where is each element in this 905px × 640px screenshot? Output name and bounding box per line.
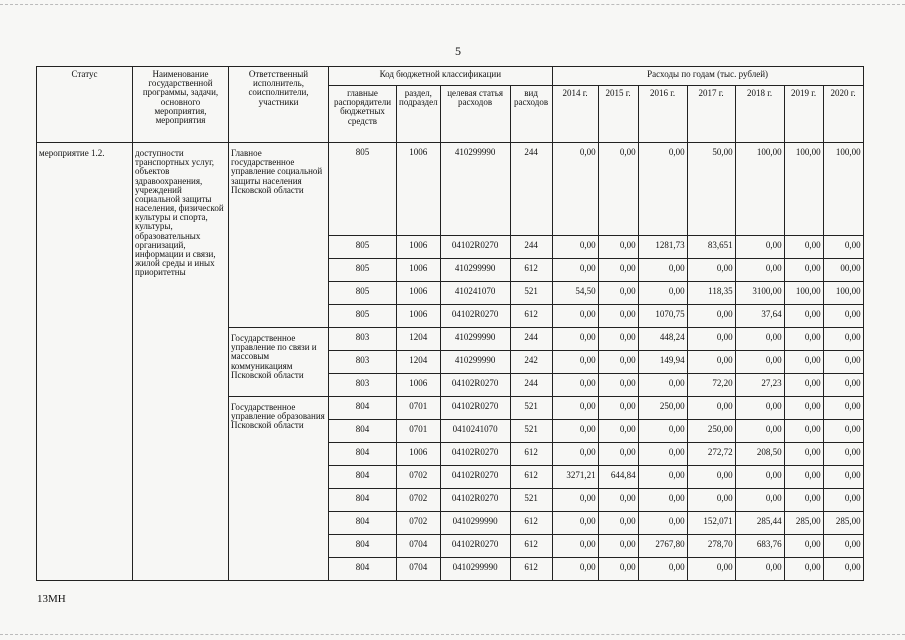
cell-2017: 0,00	[687, 558, 735, 581]
cell-2016: 250,00	[638, 397, 687, 420]
cell-2019: 0,00	[784, 236, 823, 259]
cell-2019: 0,00	[784, 259, 823, 282]
cell-2014: 0,00	[552, 259, 598, 282]
cell-2018: 0,00	[735, 397, 784, 420]
cell-grbs: 805	[329, 143, 397, 236]
header-year: 2020 г.	[823, 86, 863, 143]
cell-2019: 0,00	[784, 374, 823, 397]
cell-2017: 152,071	[687, 512, 735, 535]
cell-2018: 683,76	[735, 535, 784, 558]
header-status: Статус	[37, 67, 133, 143]
cell-2020: 0,00	[823, 236, 863, 259]
cell-2017: 278,70	[687, 535, 735, 558]
cell-2017: 0,00	[687, 466, 735, 489]
cell-2019: 0,00	[784, 558, 823, 581]
cell-section: 0701	[397, 420, 441, 443]
cell-section: 0702	[397, 466, 441, 489]
cell-2017: 72,20	[687, 374, 735, 397]
cell-type: 244	[510, 328, 552, 351]
cell-target: 0410299990	[440, 512, 510, 535]
cell-2018: 27,23	[735, 374, 784, 397]
cell-2015: 0,00	[598, 443, 638, 466]
cell-grbs: 803	[329, 374, 397, 397]
cell-grbs: 804	[329, 558, 397, 581]
cell-2020: 0,00	[823, 351, 863, 374]
responsible-social: Главное государственное управление социальной защиты населения Псковской области	[229, 143, 329, 328]
cell-2016: 149,94	[638, 351, 687, 374]
cell-section: 0704	[397, 558, 441, 581]
cell-target: 410299990	[440, 259, 510, 282]
header-year: 2015 г.	[598, 86, 638, 143]
cell-2015: 0,00	[598, 489, 638, 512]
header-section: раздел, подраздел	[397, 86, 441, 143]
cell-2017: 50,00	[687, 143, 735, 236]
footer-code: 13MH	[37, 593, 66, 605]
cell-2015: 0,00	[598, 397, 638, 420]
cell-section: 0702	[397, 489, 441, 512]
cell-2020: 100,00	[823, 143, 863, 236]
cell-type: 521	[510, 397, 552, 420]
cell-2020: 0,00	[823, 305, 863, 328]
cell-2017: 118,35	[687, 282, 735, 305]
cell-type: 521	[510, 420, 552, 443]
cell-type: 612	[510, 466, 552, 489]
cell-2015: 0,00	[598, 420, 638, 443]
scan-bottom-edge	[0, 634, 905, 635]
cell-target: 410299990	[440, 328, 510, 351]
cell-grbs: 804	[329, 489, 397, 512]
cell-2019: 285,00	[784, 512, 823, 535]
cell-type: 521	[510, 489, 552, 512]
cell-2020: 0,00	[823, 489, 863, 512]
page-number: 5	[455, 44, 461, 58]
cell-2014: 3271,21	[552, 466, 598, 489]
cell-2017: 0,00	[687, 305, 735, 328]
cell-section: 0704	[397, 535, 441, 558]
cell-2017: 0,00	[687, 328, 735, 351]
cell-target: 04102R0270	[440, 535, 510, 558]
header-year: 2018 г.	[735, 86, 784, 143]
cell-target: 04102R0270	[440, 466, 510, 489]
cell-2016: 0,00	[638, 259, 687, 282]
cell-2019: 0,00	[784, 328, 823, 351]
cell-2017: 0,00	[687, 259, 735, 282]
cell-section: 1204	[397, 351, 441, 374]
header-year: 2019 г.	[784, 86, 823, 143]
cell-2016: 0,00	[638, 512, 687, 535]
cell-2015: 0,00	[598, 558, 638, 581]
header-year: 2016 г.	[638, 86, 687, 143]
header-year: 2014 г.	[552, 86, 598, 143]
cell-2018: 0,00	[735, 259, 784, 282]
cell-section: 1006	[397, 259, 441, 282]
cell-section: 1204	[397, 328, 441, 351]
cell-section: 0702	[397, 512, 441, 535]
cell-2015: 0,00	[598, 305, 638, 328]
cell-2014: 54,50	[552, 282, 598, 305]
cell-2015: 0,00	[598, 512, 638, 535]
cell-2020: 0,00	[823, 397, 863, 420]
cell-2020: 0,00	[823, 374, 863, 397]
header-budget-code: Код бюджетной классификации	[329, 67, 553, 86]
cell-2018: 208,50	[735, 443, 784, 466]
cell-type: 244	[510, 236, 552, 259]
cell-2020: 0,00	[823, 558, 863, 581]
cell-2015: 0,00	[598, 535, 638, 558]
header-type: вид расходов	[510, 86, 552, 143]
cell-grbs: 805	[329, 236, 397, 259]
cell-type: 612	[510, 558, 552, 581]
cell-grbs: 805	[329, 259, 397, 282]
cell-2014: 0,00	[552, 558, 598, 581]
cell-2015: 0,00	[598, 282, 638, 305]
cell-2019: 0,00	[784, 443, 823, 466]
cell-2014: 0,00	[552, 305, 598, 328]
header-grbs: главные распорядители бюджетных средств	[329, 86, 397, 143]
cell-2018: 0,00	[735, 328, 784, 351]
cell-2020: 0,00	[823, 535, 863, 558]
cell-2014: 0,00	[552, 420, 598, 443]
cell-2020: 0,00	[823, 328, 863, 351]
cell-type: 612	[510, 535, 552, 558]
cell-2015: 0,00	[598, 143, 638, 236]
cell-grbs: 803	[329, 328, 397, 351]
cell-2016: 0,00	[638, 558, 687, 581]
header-expenses: Расходы по годам (тыс. рублей)	[552, 67, 863, 86]
cell-2014: 0,00	[552, 374, 598, 397]
cell-2020: 100,00	[823, 282, 863, 305]
cell-2016: 0,00	[638, 420, 687, 443]
cell-2017: 250,00	[687, 420, 735, 443]
cell-section: 1006	[397, 282, 441, 305]
cell-target: 04102R0270	[440, 236, 510, 259]
cell-2019: 0,00	[784, 420, 823, 443]
cell-2018: 0,00	[735, 489, 784, 512]
cell-2019: 0,00	[784, 305, 823, 328]
cell-2014: 0,00	[552, 236, 598, 259]
cell-2017: 0,00	[687, 489, 735, 512]
cell-2014: 0,00	[552, 397, 598, 420]
cell-type: 521	[510, 282, 552, 305]
cell-2014: 0,00	[552, 535, 598, 558]
cell-2015: 0,00	[598, 259, 638, 282]
cell-2017: 0,00	[687, 397, 735, 420]
cell-2015: 0,00	[598, 328, 638, 351]
cell-2019: 0,00	[784, 535, 823, 558]
responsible-communications: Государственное управление по связи и массовым коммуникациям Псковской области	[229, 328, 329, 397]
cell-grbs: 805	[329, 282, 397, 305]
cell-section: 1006	[397, 236, 441, 259]
cell-grbs: 804	[329, 443, 397, 466]
cell-2020: 00,00	[823, 259, 863, 282]
cell-2018: 0,00	[735, 466, 784, 489]
cell-type: 612	[510, 305, 552, 328]
cell-target: 410299990	[440, 351, 510, 374]
cell-section: 1006	[397, 374, 441, 397]
cell-2016: 0,00	[638, 282, 687, 305]
cell-2019: 100,00	[784, 282, 823, 305]
cell-section: 1006	[397, 143, 441, 236]
cell-2019: 0,00	[784, 351, 823, 374]
scan-top-edge	[0, 4, 905, 5]
cell-grbs: 803	[329, 351, 397, 374]
cell-type: 612	[510, 512, 552, 535]
cell-2019: 0,00	[784, 489, 823, 512]
cell-2020: 285,00	[823, 512, 863, 535]
cell-2014: 0,00	[552, 489, 598, 512]
cell-2018: 0,00	[735, 558, 784, 581]
cell-2019: 0,00	[784, 397, 823, 420]
cell-grbs: 804	[329, 397, 397, 420]
cell-2016: 448,24	[638, 328, 687, 351]
cell-2015: 0,00	[598, 351, 638, 374]
cell-2014: 0,00	[552, 328, 598, 351]
cell-section: 1006	[397, 305, 441, 328]
cell-2020: 0,00	[823, 443, 863, 466]
cell-grbs: 804	[329, 420, 397, 443]
cell-2019: 100,00	[784, 143, 823, 236]
cell-type: 612	[510, 259, 552, 282]
cell-type: 612	[510, 443, 552, 466]
cell-2018: 37,64	[735, 305, 784, 328]
cell-2018: 100,00	[735, 143, 784, 236]
cell-grbs: 804	[329, 466, 397, 489]
cell-2016: 0,00	[638, 489, 687, 512]
cell-2014: 0,00	[552, 351, 598, 374]
cell-type: 242	[510, 351, 552, 374]
cell-target: 04102R0270	[440, 489, 510, 512]
cell-target: 04102R0270	[440, 305, 510, 328]
cell-target: 410299990	[440, 143, 510, 236]
cell-2020: 0,00	[823, 466, 863, 489]
cell-target: 0410299990	[440, 558, 510, 581]
cell-2017: 272,72	[687, 443, 735, 466]
cell-2018: 3100,00	[735, 282, 784, 305]
responsible-education: Государственное управление образования Псковской области	[229, 397, 329, 581]
cell-2017: 83,651	[687, 236, 735, 259]
budget-table	[36, 66, 864, 581]
cell-2014: 0,00	[552, 143, 598, 236]
cell-2018: 285,44	[735, 512, 784, 535]
cell-grbs: 804	[329, 535, 397, 558]
cell-2015: 644,84	[598, 466, 638, 489]
cell-type: 244	[510, 374, 552, 397]
cell-2014: 0,00	[552, 512, 598, 535]
cell-section: 0701	[397, 397, 441, 420]
cell-target: 0410241070	[440, 420, 510, 443]
cell-section: 1006	[397, 443, 441, 466]
cell-2016: 2767,80	[638, 535, 687, 558]
header-year: 2017 г.	[687, 86, 735, 143]
cell-2016: 1281,73	[638, 236, 687, 259]
header-target: целевая статья расходов	[440, 86, 510, 143]
cell-2014: 0,00	[552, 443, 598, 466]
cell-target: 04102R0270	[440, 443, 510, 466]
cell-2018: 0,00	[735, 351, 784, 374]
cell-grbs: 805	[329, 305, 397, 328]
cell-target: 04102R0270	[440, 374, 510, 397]
status-cell: мероприятие 1.2.	[37, 143, 133, 581]
cell-2016: 1070,75	[638, 305, 687, 328]
cell-target: 410241070	[440, 282, 510, 305]
cell-2015: 0,00	[598, 374, 638, 397]
cell-target: 04102R0270	[440, 397, 510, 420]
cell-2018: 0,00	[735, 236, 784, 259]
header-name: Наименование государственной программы, задачи, основного мероприятия, мероприятия	[133, 67, 229, 143]
cell-2016: 0,00	[638, 443, 687, 466]
measure-name-cell: доступности транспортных услуг, объектов здравоохранения, учреждений социальной защиты населения, физической культуры и спорта, культуры, образовательных организаций, информации и связи, жилой среды и иных приоритетны	[133, 143, 229, 581]
cell-2015: 0,00	[598, 236, 638, 259]
cell-2020: 0,00	[823, 420, 863, 443]
cell-2019: 0,00	[784, 466, 823, 489]
cell-type: 244	[510, 143, 552, 236]
header-responsible: Ответственный исполнитель, соисполнители, участники	[229, 67, 329, 143]
cell-2016: 0,00	[638, 466, 687, 489]
cell-2017: 0,00	[687, 351, 735, 374]
cell-2016: 0,00	[638, 374, 687, 397]
cell-2018: 0,00	[735, 420, 784, 443]
cell-2016: 0,00	[638, 143, 687, 236]
cell-grbs: 804	[329, 512, 397, 535]
